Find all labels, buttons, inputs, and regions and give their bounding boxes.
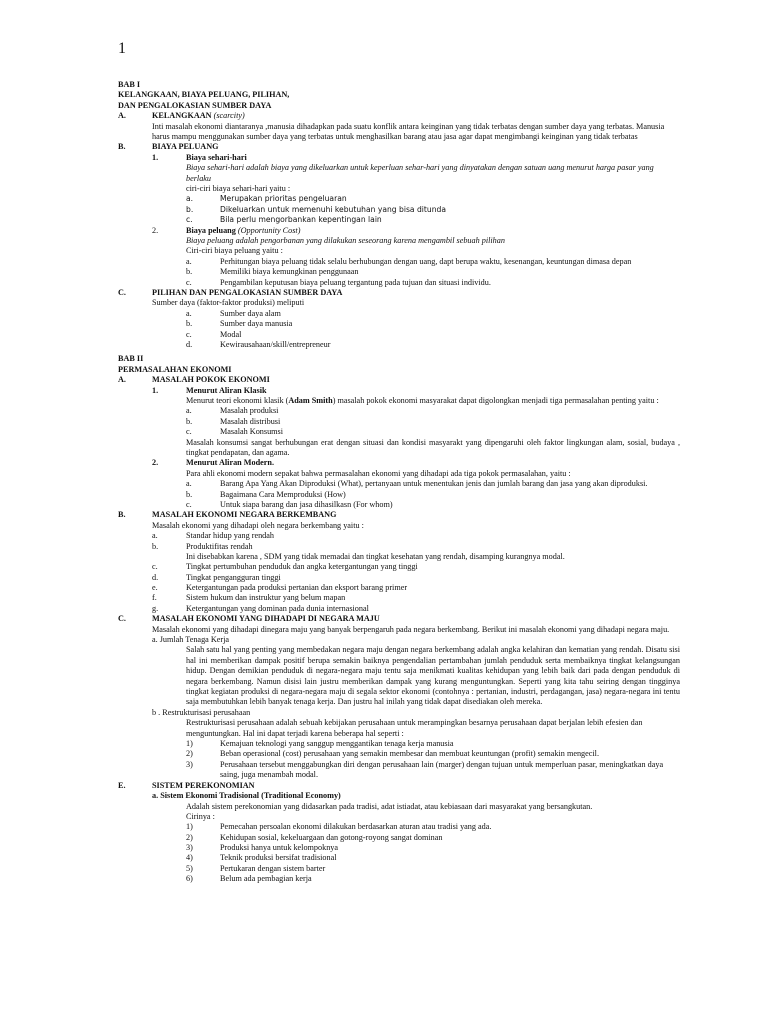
paragraph: Ciri-ciri biaya peluang yaitu : xyxy=(186,246,283,256)
chapter-title: DAN PENGALOKASIAN SUMBER DAYA xyxy=(118,100,272,110)
section-heading: C. MASALAH EKONOMI YANG DIHADAPI DI NEGARA MAJU xyxy=(118,614,380,624)
list-item: f. Sistem hukum dan instruktur yang belum mapan xyxy=(152,593,346,603)
subsection-heading: 1. Biaya sehari-hari xyxy=(152,152,247,162)
paragraph: Adalah sistem perekonomian yang didasarkan pada tradisi, adat istiadat, atau kebiasaan dari masyarakat yang bersangkutan. xyxy=(186,801,593,811)
paragraph: Cirinya : xyxy=(186,811,215,821)
list-item: a. Masalah produksi xyxy=(186,406,279,416)
subsection-heading: 2. Menurut Aliran Modern. xyxy=(152,458,275,468)
list-item: a. Barang Apa Yang Akan Diproduksi (What), pertanyaan untuk menentukan jenis dan jumlah barang dan jasa yang akan diproduksi. xyxy=(186,479,648,489)
list-item: c. Modal xyxy=(186,329,242,339)
list-item: c. Bila perlu mengorbankan kepentingan lain xyxy=(186,215,382,225)
list-item: Ini disebabkan karena , SDM yang tidak memadai dan tingkat kesehatan yang rendah, disamping kurangnya modal. xyxy=(186,551,565,561)
subsection-heading: a. Jumlah Tenaga Kerja xyxy=(152,635,230,645)
list-item: c. Untuk siapa barang dan jasa dihasilkasn (For whom) xyxy=(186,499,393,509)
list-item: a. Merupakan prioritas pengeluaran xyxy=(186,194,347,204)
list-item: 1) Pemecahan persoalan ekonomi dilakukan berdasarkan aturan atau tradisi yang ada. xyxy=(186,822,492,832)
list-item: 4) Teknik produksi bersifat tradisional xyxy=(186,853,337,863)
subsection-heading: b . Restrukturisasi perusahaan xyxy=(152,707,251,717)
paragraph: Masalah konsumsi sangat berhubungan erat dengan situasi dan kondisi masyarakt yang dipengaruhi oleh faktor lingkungan alam, sosial, budaya , tingkat pendapatan, dan agama. xyxy=(186,437,680,457)
section-heading: B. BIAYA PELUANG xyxy=(118,142,219,152)
list-item: b. Bagaimana Cara Memproduksi (How) xyxy=(186,489,346,499)
paragraph: ciri-ciri biaya sehari-hari yaitu : xyxy=(186,184,291,194)
list-item: 3) Perusahaan tersebut menggabungkan diri dengan perusahaan lain (marger) dengan tujuan untuk memperluan pasar, meningkatkan daya saing, juga menambah modal. xyxy=(186,759,664,780)
page-number: 1 xyxy=(118,40,126,57)
list-item: 1) Kemajuan teknologi yang sanggup menggantikan tenaga kerja manusia xyxy=(186,739,454,749)
list-item: 2) Kehidupan sosial, kekeluargaan dan gotong-royong sangat dominan xyxy=(186,832,443,842)
section-heading: C. PILIHAN DAN PENGALOKASIAN SUMBER DAYA xyxy=(118,287,343,297)
list-item: b. Produktifitas rendah xyxy=(152,541,253,551)
paragraph: Inti masalah ekonomi diantaranya ,manusia dihadapkan pada suatu konflik antara keinginan yang tidak terbatas dengan sumber daya yang terbatas. Manusia harus mampu menggunakan sumber daya yang terbatas untuk menghasilkan barang atau jasa agar dapat mengimbangi keinginan yang tidak terbatas xyxy=(152,121,665,142)
list-item: b. Dikeluarkan untuk memenuhi kebutuhan yang bisa ditunda xyxy=(186,204,446,214)
definition: Biaya sehari-hari adalah biaya yang dikeluarkan untuk keperluan sehar-hari yang dinyatakan dengan satuan uang menurut harga pasar yang berlaku xyxy=(186,163,654,183)
section-heading: A. MASALAH POKOK EKONOMI xyxy=(118,375,270,385)
definition: Biaya peluang adalah pengorbanan yang dilakukan seseorang karena mengambil sebuah pilihan xyxy=(186,235,505,245)
paragraph: Masalah ekonomi yang dihadapi dinegara maju yang banyak berpengaruh pada negara berkembang. Berikut ini masalah ekonomi yang dihadapi negara maju. xyxy=(152,624,670,634)
subsection-heading: 2. Biaya peluang (Opportunity Cost) xyxy=(152,225,301,235)
list-item: b. Masalah distribusi xyxy=(186,416,281,426)
subsection-heading: 1. Menurut Aliran Klasik xyxy=(152,385,267,395)
paragraph: Masalah ekonomi yang dihadapi oleh negara berkembang yaitu : xyxy=(152,520,364,530)
section-heading: A. KELANGKAAN (scarcity) xyxy=(118,111,245,121)
chapter-title: PERMASALAHAN EKONOMI xyxy=(118,364,232,374)
list-item: d. Kewirausahaan/skill/entrepreneur xyxy=(186,339,331,349)
list-item: 6) Belum ada pembagian kerja xyxy=(186,874,312,884)
document-body xyxy=(118,80,680,885)
list-item: c. Tingkat pertumbuhan penduduk dan angka ketergantungan yang tinggi xyxy=(152,562,418,572)
subsection-heading: a. Sistem Ekonomi Tradisional (Traditional Economy) xyxy=(152,791,341,801)
paragraph: Menurut teori ekonomi klasik (Adam Smith) masalah pokok ekonomi masyarakat dapat digolongkan menjadi tiga permasalahan penting yaitu : xyxy=(186,395,659,405)
list-item: a. Standar hidup yang rendah xyxy=(152,531,274,541)
list-item: c. Pengambilan keputusan biaya peluang tergantung pada tujuan dan situasi individu. xyxy=(186,277,491,287)
list-item: 3) Produksi hanya untuk kelompoknya xyxy=(186,843,339,853)
chapter-label: BAB II xyxy=(118,354,144,364)
paragraph: Salah satu hal yang penting yang membedakan negara maju dengan negara berkembang adalah angka kelahiran dan kematian yang rendah. Disatu sisi hal ini memberikan dampak positif berupa semakin baiknya pengendalian pertambahan jumlah penduduk serta membaiknya tingkat kelangsungan hidup. Dengan demikian penduduk di negara-negara maju tentu saja menikmati kualitas kehidupan yang lebih baik dari pada dengan penduduk di negara berkembang. Namun disisi lain justru memberikan dampak yang kurang menguntungkan. Seperti yang kita tahu seiring dengan tingginya tingkat kegiatan produksi di negara-negara maju di segala sektor ekonomi (contohnya : pertanian, industri, perdagangan, jasa) negara-negara ini tentu saja membutuhkan lebih banyak tenaga kerja. Dan justru hal inilah yang tidak dapat disediakan oleh mereka. xyxy=(186,645,680,707)
list-item: b. Sumber daya manusia xyxy=(186,319,293,329)
section-heading: E. SISTEM PEREKONOMIAN xyxy=(118,780,255,790)
paragraph: Restrukturisasi perusahaan adalah sebuah kebijakan perusahaan untuk merampingkan besarnya perusahaan dapat berjalan lebih efesien dan menguntungkan. Hal ini dapat terjadi karena beberapa hal seperti : xyxy=(186,718,643,738)
chapter-title: KELANGKAAN, BIAYA PELUANG, PILIHAN, xyxy=(118,90,290,100)
paragraph: Para ahli ekonomi modern sepakat bahwa permasalahan ekonomi yang dihadapi ada tiga pokok permasalahan, yaitu : xyxy=(186,468,571,478)
list-item: d. Tingkat pengangguran tinggi xyxy=(152,572,281,582)
list-item: 5) Pertukaran dengan sistem barter xyxy=(186,863,326,873)
list-item: e. Ketergantungan pada produksi pertanian dan eksport barang primer xyxy=(152,583,408,593)
list-item: a. Perhitungan biaya peluang tidak selalu berhubungan dengan uang, dapt berupa waktu, kesenangan, keuntungan dimasa depan xyxy=(186,256,632,266)
list-item: c. Masalah Konsumsi xyxy=(186,427,283,437)
chapter-label: BAB I xyxy=(118,80,141,89)
list-item: g. Ketergantungan yang dominan pada dunia internasional xyxy=(152,603,369,613)
list-item: a. Sumber daya alam xyxy=(186,308,281,318)
list-item: b. Memiliki biaya kemungkinan penggunaan xyxy=(186,267,359,277)
paragraph: Sumber daya (faktor-faktor produksi) meliputi xyxy=(152,298,305,308)
list-item: 2) Beban operasional (cost) perusahaan yang semakin membesar dan membuat keuntungan (profit) semakin mengecil. xyxy=(186,749,599,759)
section-heading: B. MASALAH EKONOMI NEGARA BERKEMBANG xyxy=(118,510,337,520)
